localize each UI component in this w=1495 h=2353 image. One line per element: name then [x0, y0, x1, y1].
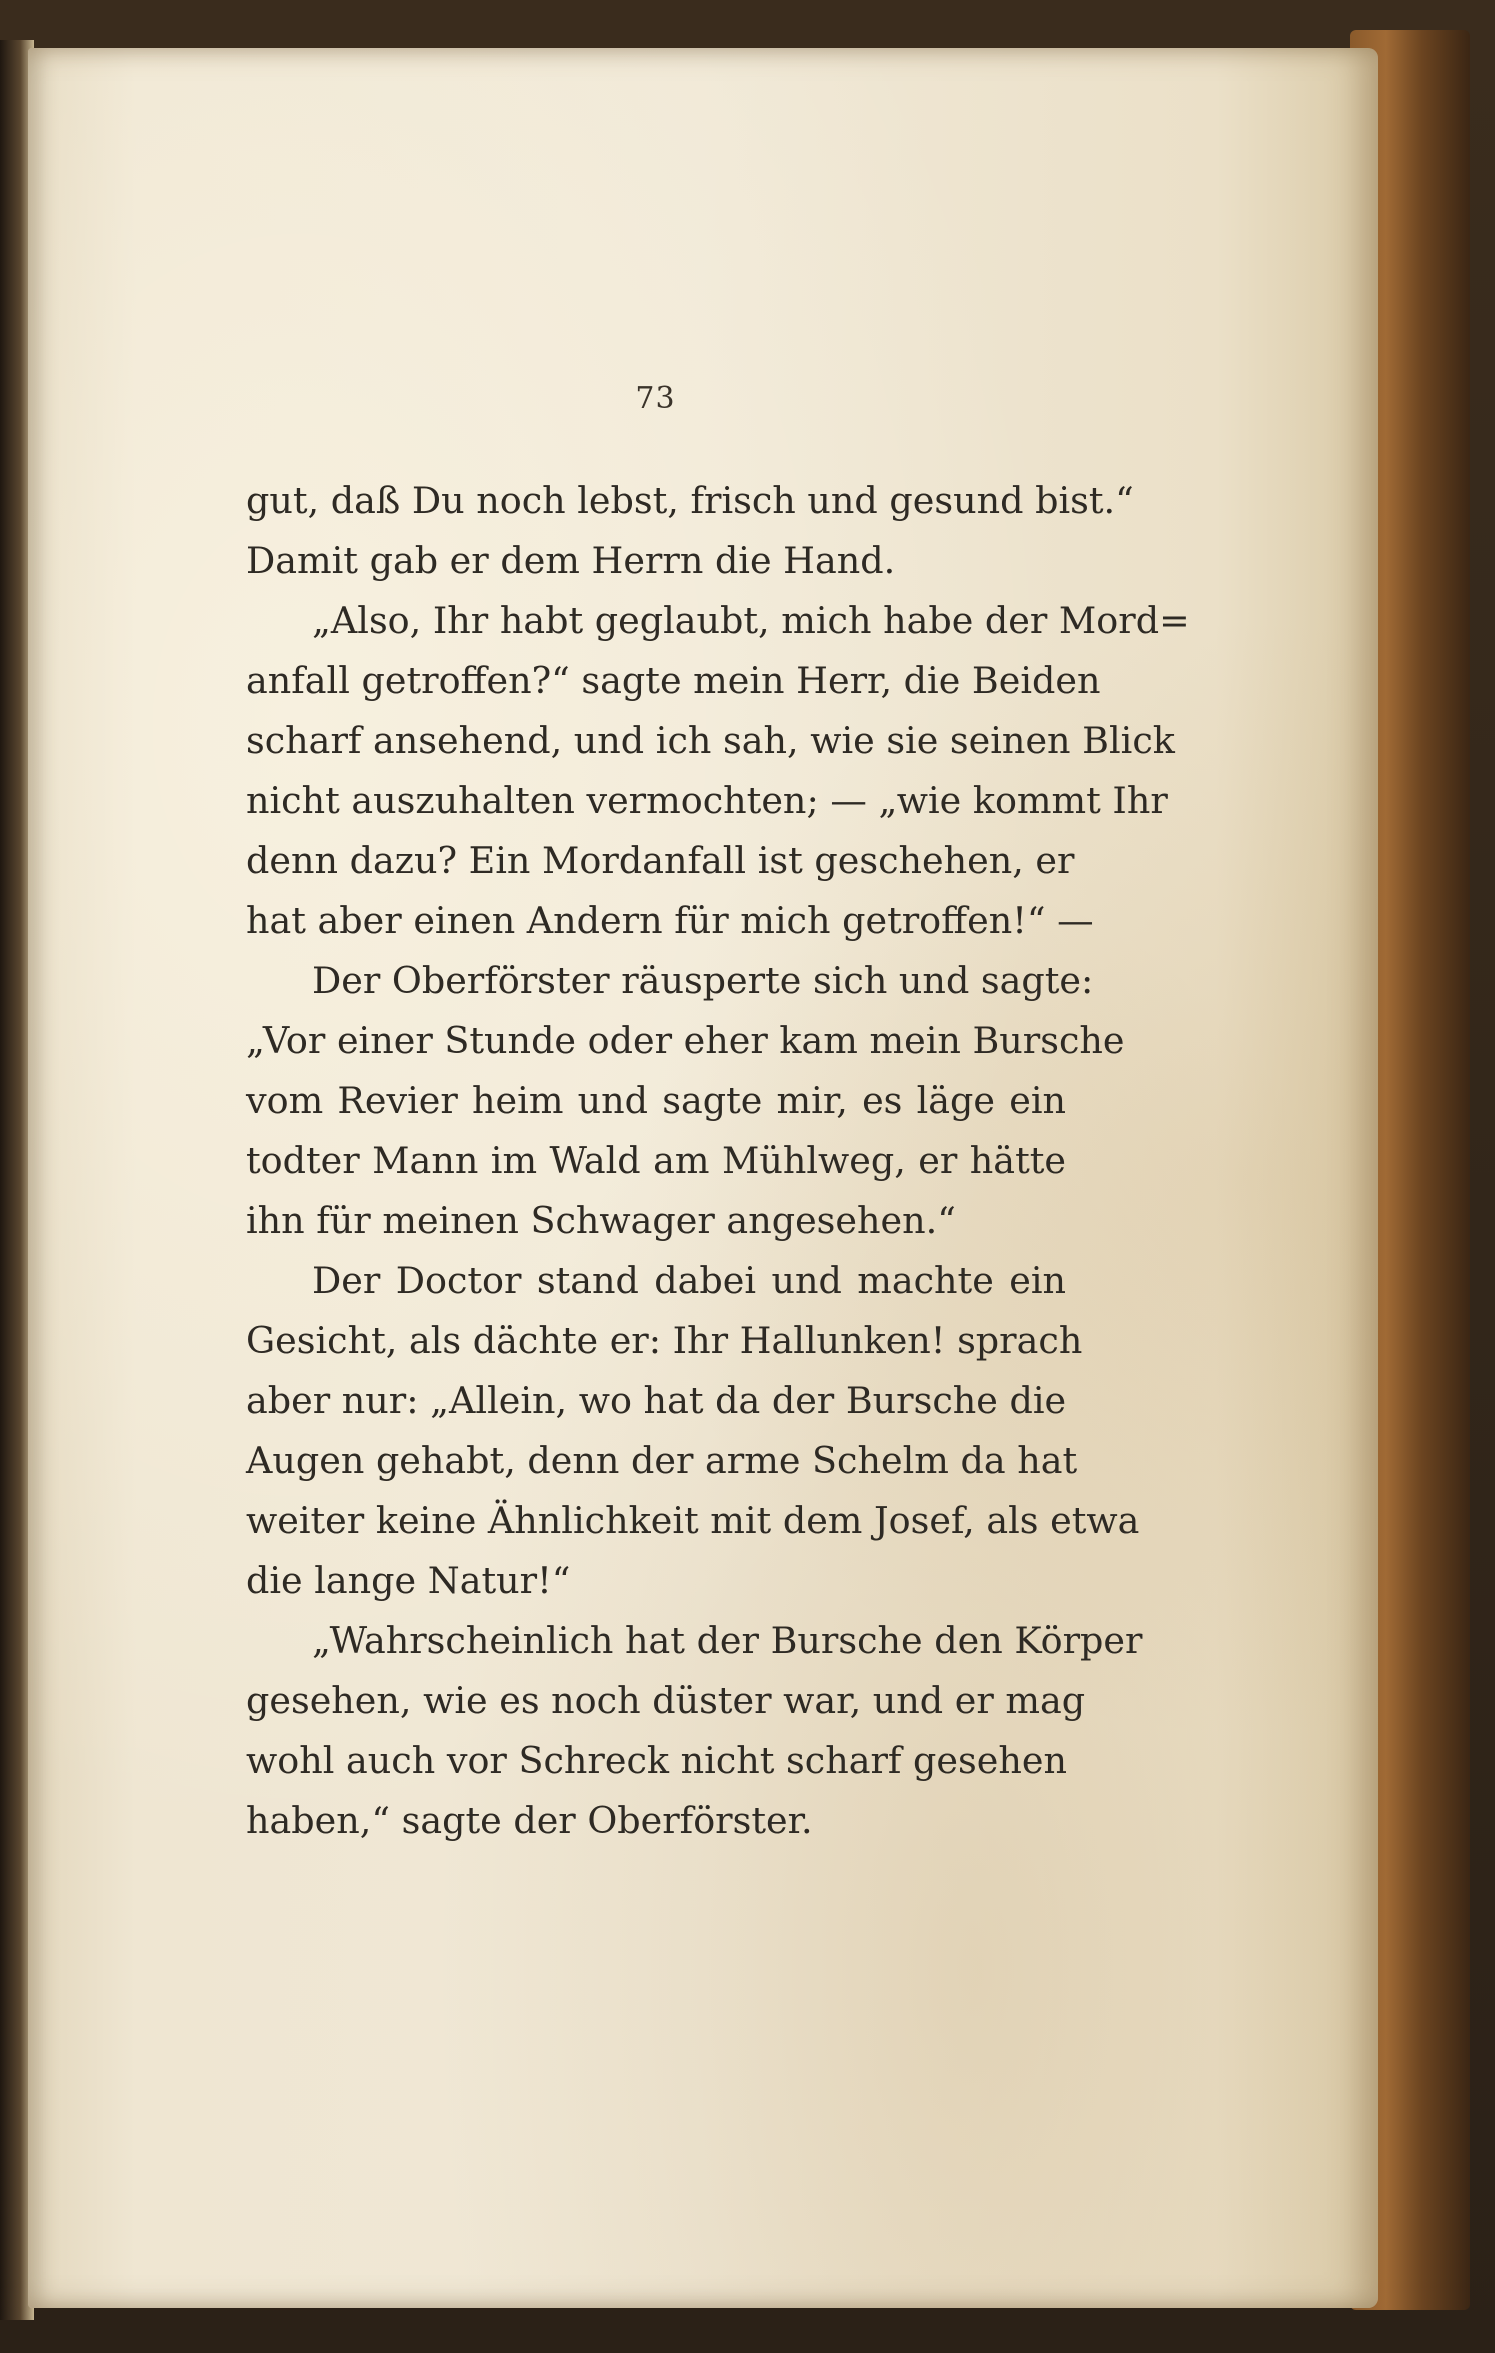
text-line: denn dazu? Ein Mordanfall ist geschehen, er	[246, 839, 1075, 882]
text-line: todter Mann im Wald am Mühlweg, er hätte	[246, 1139, 1066, 1182]
text-line: vom Revier heim und sagte mir, es läge ein	[246, 1079, 1066, 1122]
text-line: hat aber einen Andern für mich getroffen!“ —	[246, 899, 1094, 942]
text-line: weiter keine Ähnlichkeit mit dem Josef, als etwa	[246, 1499, 1140, 1542]
text-line: Der Oberförster räusperte sich und sagte:	[312, 959, 1094, 1002]
text-line: „Wahrscheinlich hat der Bursche den Körper	[312, 1619, 1143, 1662]
text-line: Gesicht, als dächte er: Ihr Hallunken! sprach	[246, 1319, 1083, 1362]
text-line: gut, daß Du noch lebst, frisch und gesund bist.“	[246, 479, 1134, 522]
text-line: die lange Natur!“	[246, 1559, 571, 1602]
text-line: scharf ansehend, und ich sah, wie sie seinen Blick	[246, 719, 1175, 762]
text-line: gesehen, wie es noch düster war, und er mag	[246, 1679, 1086, 1722]
text-line: wohl auch vor Schreck nicht scharf gesehen	[246, 1739, 1067, 1782]
text-line: anfall getroffen?“ sagte mein Herr, die Beiden	[246, 659, 1101, 702]
text-line: Damit gab er dem Herrn die Hand.	[246, 539, 896, 582]
page-number: 73	[635, 381, 676, 416]
text-line: nicht auszuhalten vermochten; — „wie kommt Ihr	[246, 779, 1168, 822]
text-line: haben,“ sagte der Oberförster.	[246, 1799, 813, 1842]
book-page	[28, 48, 1378, 2308]
text-line: Der Doctor stand dabei und machte ein	[312, 1259, 1066, 1302]
text-line: „Also, Ihr habt geglaubt, mich habe der Mord=	[312, 599, 1190, 642]
text-line: aber nur: „Allein, wo hat da der Bursche die	[246, 1379, 1067, 1422]
text-line: „Vor einer Stunde oder eher kam mein Bursche	[246, 1019, 1125, 1062]
body-text	[246, 471, 1190, 1851]
text-line: ihn für meinen Schwager angesehen.“	[246, 1199, 956, 1242]
text-line: Augen gehabt, denn der arme Schelm da hat	[246, 1439, 1078, 1482]
